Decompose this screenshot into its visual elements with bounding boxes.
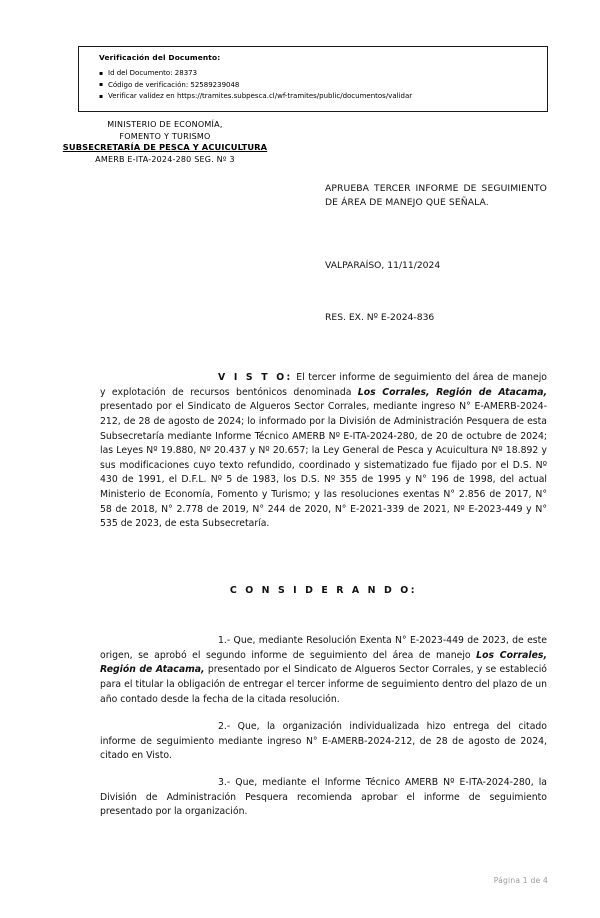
city-date: VALPARAÍSO, 11/11/2024 — [325, 260, 441, 271]
ministry-subsecretaria: SUBSECRETARÍA DE PESCA Y ACUICULTURA — [62, 142, 268, 152]
resolution-number: RES. EX. Nº E-2024-836 — [325, 312, 435, 323]
ministry-letterhead — [40, 119, 290, 165]
visto-text-1: El tercer informe de seguimiento del área de manejo y explotación de recursos bentónicos denominada — [100, 372, 547, 398]
considerando-1-number: 1.- — [218, 635, 231, 647]
verification-list — [99, 68, 547, 103]
verification-item-document-id: ▪ Id del Documento: 28373 — [99, 68, 547, 80]
considerando-1-text-2: presentado por el Sindicato de Algueros Sector Corrales, y se estableció para el titular la obligación de entregar el tercer informe de seguimiento dentro del plazo de un año contado desde la fecha de la citada resolución. — [100, 664, 547, 705]
considerando-2-number: 2.- — [218, 721, 231, 733]
paragraph-considerando-1 — [100, 634, 547, 707]
ministry-amerb-code: AMERB E-ITA-2024-280 SEG. Nº 3 — [95, 154, 235, 164]
visto-text-2: presentado por el Sindicato de Algueros Sector Corrales, mediante ingreso N° E-AMERB-2024-212, de 28 de agosto de 2024; lo informado por la División de Administración Pesquera de esta Subsecretaría mediante Informe Técnico AMERB Nº E-ITA-2024-280, de 20 de octubre de 2024; las Leyes Nº 19.880, Nº 20.437 y Nº 20.657; la Ley General de Pesca y Acuicultura Nº 18.892 y sus modificaciones cuyo texto refundido, coordinado y sistematizado fue fijado por el D.S. Nº 430 de 1991, el D.F.L. Nº 5 de 1983, los D.S. Nº 355 de 1995 y N° 196 de 1998, del actual Ministerio de Economía, Fomento y Turismo; y las resoluciones exentas N° 2.856 de 2017, N° 58 de 2018, N° 2.778 de 2019, N° 244 de 2020, N° E-2021-339 de 2021, Nº E-2023-449 y N° 535 de 2023, de esta Subsecretaría. — [100, 401, 547, 530]
ministry-line-1: MINISTERIO DE ECONOMÍA, — [107, 120, 223, 129]
considerando-2-text-1: Que, la organización individualizada hizo entrega del citado informe de seguimiento mediante ingreso N° E-AMERB-2024-212, de 28 de agosto de 2024, citado en Visto. — [100, 721, 547, 762]
visto-label: V I S T O: — [218, 372, 293, 384]
verification-item-url: ▪ Verificar validez en https://tramites.subpesca.cl/wf-tramites/public/documentos/validar — [99, 91, 547, 103]
document-verification-box — [78, 46, 548, 112]
verification-title: Verificación del Documento: — [99, 53, 221, 62]
considerando-heading: C O N S I D E R A N D O: — [229, 585, 418, 596]
considerando-3-text-1: Que, mediante el Informe Técnico AMERB Nº E-ITA-2024-280, la División de Administración Pesquera recomienda aprobar el informe de seguimiento presentado por la organización. — [100, 777, 547, 818]
page-footer: Página 1 de 4 — [493, 876, 548, 885]
verification-item-code: ▪ Código de verificación: 52589239048 — [99, 80, 547, 92]
paragraph-considerando-2 — [100, 720, 547, 764]
considerando-1-text-1: Que, mediante Resolución Exenta N° E-2023-449 de 2023, de este origen, se aprobó el segundo informe de seguimiento del área de manejo — [100, 635, 547, 661]
ministry-line-2: FOMENTO Y TURISMO — [119, 131, 211, 141]
visto-area-name: Los Corrales, Región de Atacama, — [357, 386, 547, 398]
considerando-3-number: 3.- — [218, 777, 231, 789]
paragraph-considerando-3 — [100, 776, 547, 820]
paragraph-visto — [100, 371, 547, 532]
document-subject: APRUEBA TERCER INFORME DE SEGUIMIENTO DE ÁREA DE MANEJO QUE SEÑALA. — [325, 183, 547, 208]
considerando-1-area-name: Los Corrales, Región de Atacama, — [100, 649, 547, 676]
